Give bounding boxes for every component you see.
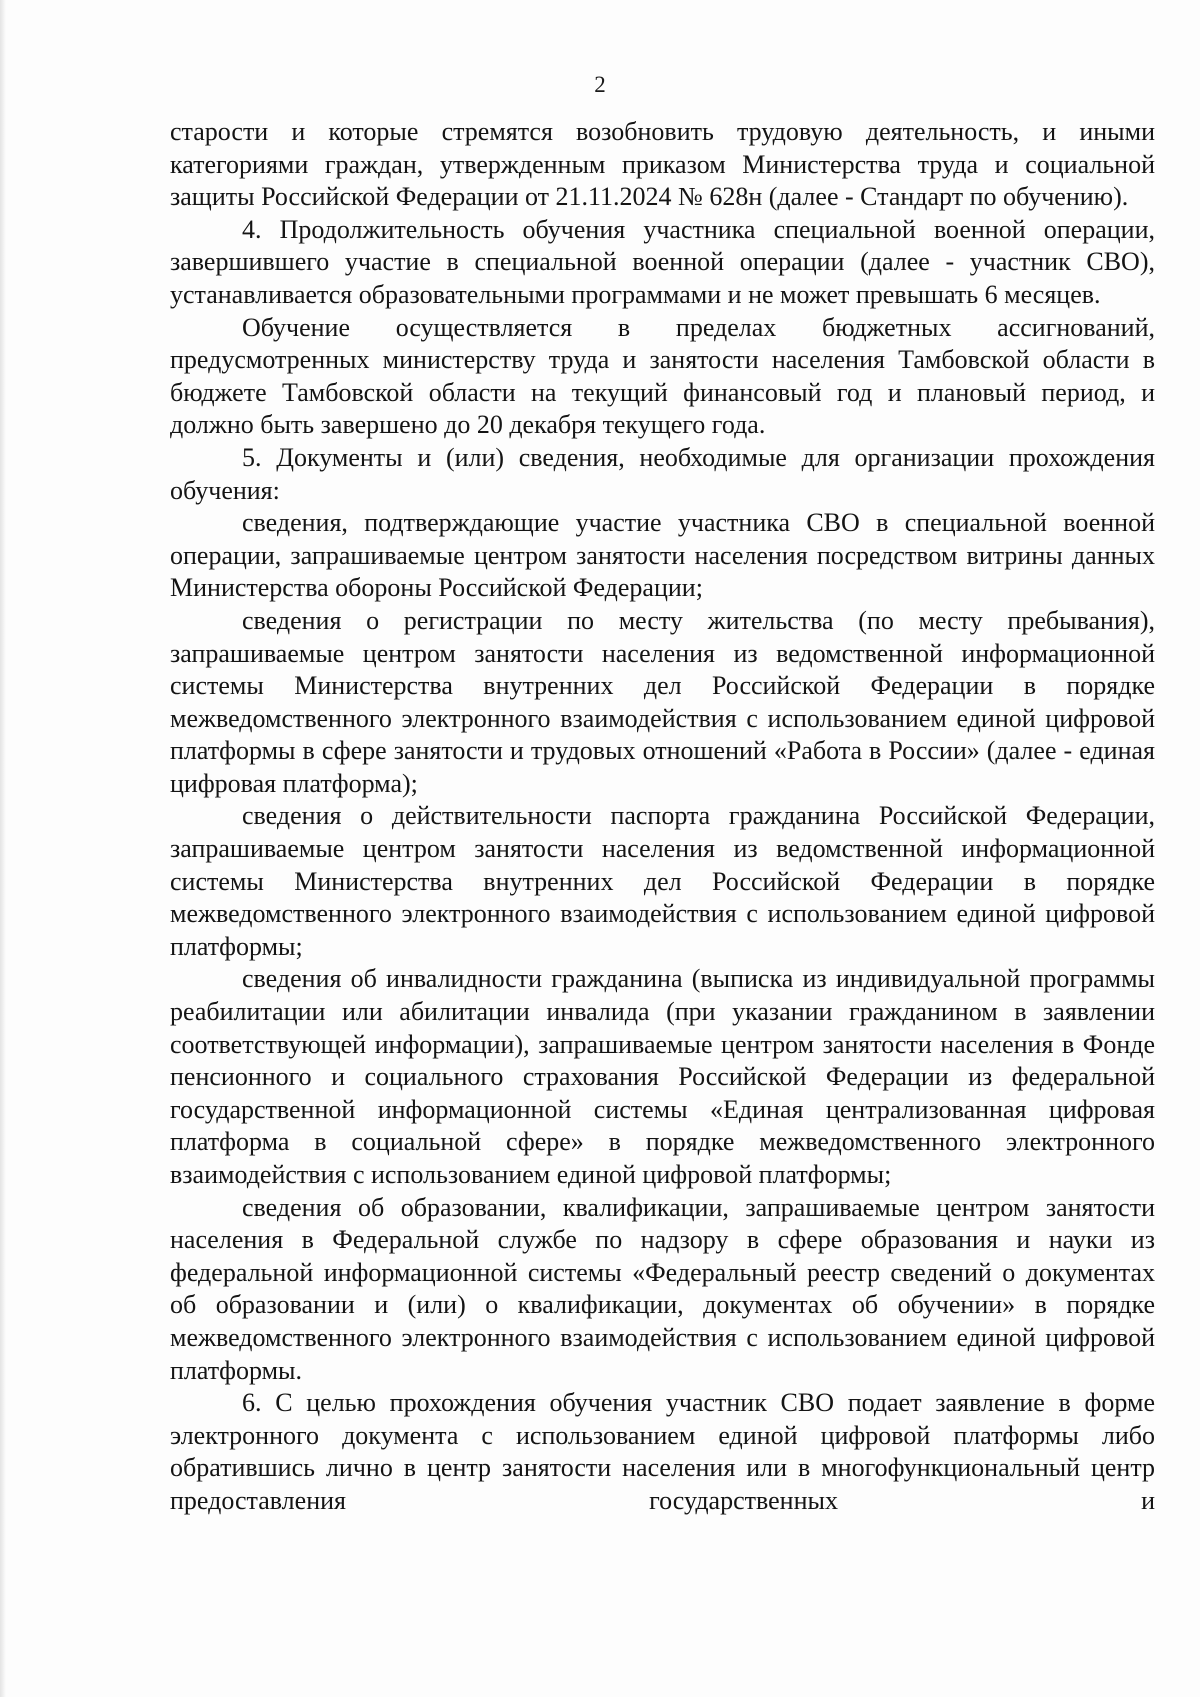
paragraph-education-info: сведения об образовании, квалификации, запрашиваемые центром занятости населения в Федеральной службе по надзору в сфере образования и науки из федеральной информационной системы «Федеральный реестр сведений о документах об образовании и (или) о квалификации, документах об обучении» в порядке межведомственного электронного взаимодействия с использованием единой цифровой платформы. [170,1192,1155,1385]
paragraph-disability-info: сведения об инвалидности гражданина (выписка из индивидуальной программы реабилитации или абилитации инвалида (при указании гражданином в заявлении соответствующей информации), запрашиваемые центром занятости населения в Фонде пенсионного и социального страхования Российской Федерации из федеральной государственной информационной системы «Единая централизованная цифровая платформа в социальной сфере» в порядке межведомственного электронного взаимодействия с использованием единой цифровой платформы; [170,964,1155,1189]
scan-edge-shadow [0,0,6,1697]
paragraph-registration-info: сведения о регистрации по месту жительства (по месту пребывания), запрашиваемые центром занятости населения из ведомственной информационной системы Министерства внутренних дел Российской Федерации в порядке межведомственного электронного взаимодействия с использованием единой цифровой платформы в сфере занятости и трудовых отношений «Работа в России» (далее - единая цифровая платформа); [170,605,1155,798]
paragraph-passport-info: сведения о действительности паспорта гражданина Российской Федерации, запрашиваемые центром занятости населения из ведомственной информационной системы Министерства внутренних дел Российской Федерации в порядке межведомственного электронного взаимодействия с использованием единой цифровой платформы; [170,801,1155,961]
paragraph-continuation: старости и которые стремятся возобновить трудовую деятельность, и иными категориями граждан, утвержденным приказом Министерства труда и социальной защиты Российской Федерации от 21.11.2024 № 628н (далее - Стандарт по обучению). [170,117,1155,212]
page-number: 2 [594,72,606,97]
paragraph-item-5: 5. Документы и (или) сведения, необходимые для организации прохождения обучения: [170,442,1155,505]
paragraph-item-4: 4. Продолжительность обучения участника специальной военной операции, завершившего участие в специальной военной операции (далее - участник СВО), устанавливается образовательными программами и не может превышать 6 месяцев. [170,214,1155,309]
paragraph-svo-participation-info: сведения, подтверждающие участие участника СВО в специальной военной операции, запрашиваемые центром занятости населения посредством витрины данных Министерства обороны Российской Федерации; [170,508,1155,603]
paragraph-training-funding: Обучение осуществляется в пределах бюджетных ассигнований, предусмотренных министерству труда и занятости населения Тамбовской области в бюджете Тамбовской области на текущий финансовый год и плановый период, и должно быть завершено до 20 декабря текущего года. [170,312,1155,440]
paragraph-item-6: 6. С целью прохождения обучения участник СВО подает заявление в форме электронного документа с использованием единой цифровой платформы либо обратившись лично в центр занятости населения или в многофункциональный центр предоставления государственных и [170,1388,1155,1515]
document-body [170,116,1155,1518]
